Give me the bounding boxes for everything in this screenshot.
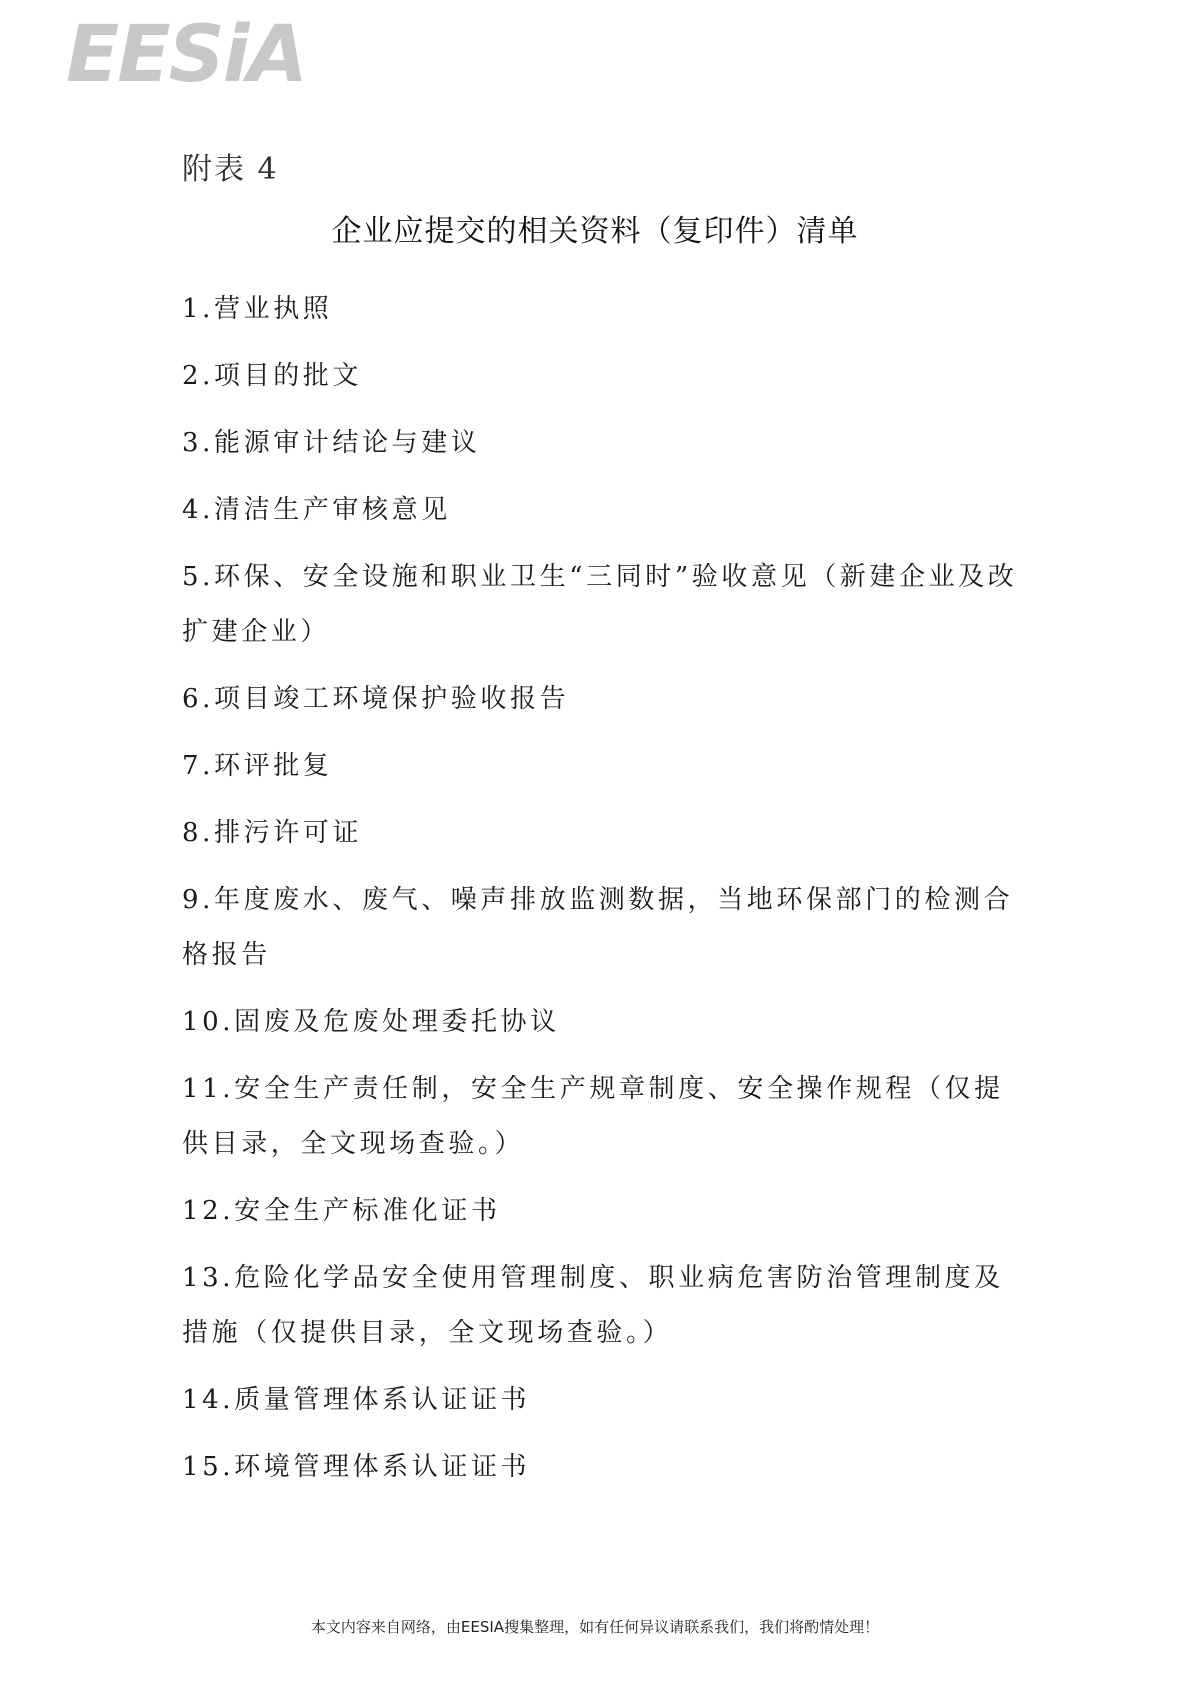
list-item: 13.危险化学品安全使用管理制度、职业病危害防治管理制度及措施（仅提供目录，全文现场查验。） bbox=[182, 1263, 1004, 1348]
list-item: 6.项目竣工环境保护验收报告 bbox=[182, 684, 570, 714]
list-item: 11.安全生产责任制，安全生产规章制度、安全操作规程（仅提供目录，全文现场查验。） bbox=[182, 1074, 1004, 1159]
footer-disclaimer: 本文内容来自网络，由EESIA搜集整理，如有任何异议请联系我们，我们将酌情处理！ bbox=[310, 1618, 880, 1636]
list-item: 4.清洁生产审核意见 bbox=[182, 495, 451, 525]
annex-label: 附表 4 bbox=[182, 152, 279, 187]
list-item: 14.质量管理体系认证证书 bbox=[182, 1385, 531, 1415]
list-item: 1.营业执照 bbox=[182, 294, 333, 324]
list-item: 9.年度废水、废气、噪声排放监测数据，当地环保部门的检测合格报告 bbox=[182, 885, 1014, 970]
list-item: 3.能源审计结论与建议 bbox=[182, 428, 481, 458]
list-item: 10.固废及危废处理委托协议 bbox=[182, 1007, 560, 1037]
eesia-logo: EESiA bbox=[66, 10, 306, 100]
document-title: 企业应提交的相关资料（复印件）清单 bbox=[331, 214, 859, 249]
list-item: 7.环评批复 bbox=[182, 751, 333, 781]
list-item: 12.安全生产标准化证书 bbox=[182, 1196, 501, 1226]
list-item: 5.环保、安全设施和职业卫生“三同时”验收意见（新建企业及改扩建企业） bbox=[182, 562, 1018, 647]
list-item: 2.项目的批文 bbox=[182, 361, 363, 391]
document-list bbox=[182, 282, 1022, 1507]
list-item: 15.环境管理体系认证证书 bbox=[182, 1452, 531, 1482]
list-item: 8.排污许可证 bbox=[182, 818, 363, 848]
